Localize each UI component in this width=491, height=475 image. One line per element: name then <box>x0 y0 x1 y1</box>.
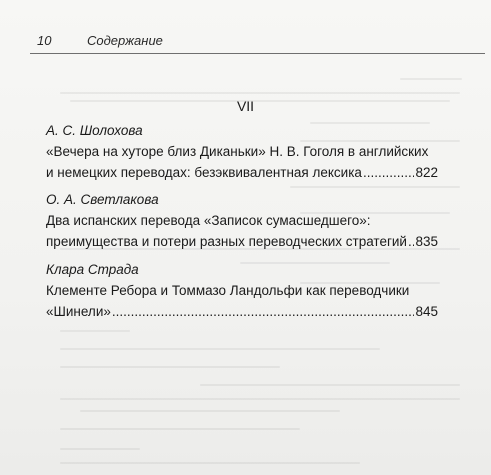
entry-title-line: «Вечера на хуторе близ Диканьки» Н. В. Гоголя в английских <box>46 144 429 159</box>
page-number: 10 <box>37 33 52 48</box>
leader-dots <box>112 301 415 322</box>
running-title: Содержание <box>87 33 163 48</box>
leader-dots <box>408 231 414 252</box>
entry-author: А. С. Шолохова <box>46 123 143 138</box>
entry-title-line: Два испанских перевода «Записок сумасшедшего»: <box>46 213 371 228</box>
leader-dots <box>363 162 415 183</box>
toc-entry <box>46 121 438 183</box>
entry-page-number: 835 <box>415 234 438 249</box>
entry-page-number: 822 <box>415 165 438 180</box>
header-rule <box>30 53 485 54</box>
toc-entry <box>46 260 438 322</box>
entry-title-line: преимущества и потери разных переводческих стратегий ..... 835 <box>46 231 438 252</box>
entry-title-line: и немецких переводах: безэквивалентная лексика ..... 822 <box>46 162 438 183</box>
entry-title-line: Клементе Ребора и Томмазо Ландольфи как переводчики <box>46 283 410 298</box>
section-heading: VII <box>236 98 255 114</box>
running-header <box>37 33 163 48</box>
entry-author: О. А. Светлакова <box>46 192 159 207</box>
entry-title-line: «Шинели» ..... 845 <box>46 301 438 322</box>
entry-page-number: 845 <box>415 304 438 319</box>
entry-author: Клара Страда <box>46 262 139 277</box>
toc-entry <box>46 190 438 252</box>
